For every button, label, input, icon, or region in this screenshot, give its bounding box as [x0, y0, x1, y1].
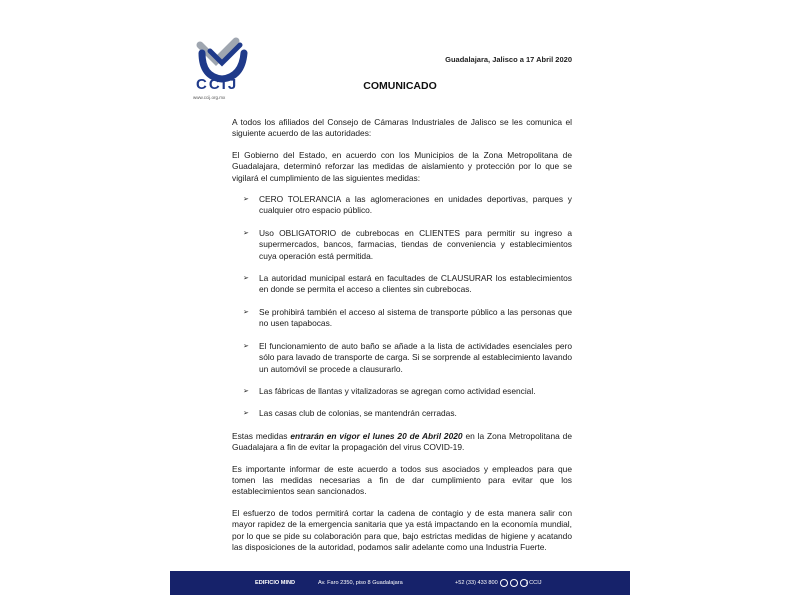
- effective-date-emphasis: entrarán en vigor el lunes 20 de Abril 2020: [290, 430, 463, 441]
- arrow-bullet-icon: ➢: [243, 275, 249, 283]
- letter-date: Guadalajara, Jalisco a 17 Abril 2020: [445, 55, 572, 64]
- intro-paragraph: A todos los afiliados del Consejo de Cámaras Industriales de Jalisco se les comunica el siguiente acuerdo de las autoridades:: [232, 117, 572, 139]
- list-item: [232, 228, 572, 262]
- inform-paragraph: Es importante informar de este acuerdo a todos sus asociados y empleados para que tomen las medidas necesarias a fin de dar cumplimiento para evitar que los establecimientos sean sancionados.: [232, 463, 572, 497]
- letter-body: [232, 117, 572, 563]
- list-item-text: Las casas club de colonias, se mantendrán cerradas.: [259, 408, 457, 419]
- arrow-bullet-icon: ➢: [243, 387, 249, 395]
- list-item-text: Se prohibirá también el acceso al sistema de transporte público a las personas que no usen tapabocas.: [259, 306, 572, 329]
- social-icons: [500, 579, 528, 587]
- list-item-text: Uso OBLIGATORIO de cubrebocas en CLIENTES para permitir su ingreso a supermercados, bancos, farmacias, tiendas de conveniencia y establecimientos cuya operación está permitida.: [259, 227, 572, 261]
- measures-list: [232, 194, 572, 420]
- logo-text: CCIJ: [196, 76, 239, 93]
- twitter-icon: [510, 579, 518, 587]
- list-item: [232, 386, 572, 397]
- logo-url: www.ccij.org.mx: [193, 95, 226, 100]
- footer-handle: / CCIJ: [526, 580, 542, 586]
- measures-intro-paragraph: El Gobierno del Estado, en acuerdo con los Municipios de la Zona Metropolitana de Guadalajara, determinó reforzar las medidas de aislamiento y protección por lo que se vigilará el cumplimiento de las siguientes medidas:: [232, 149, 572, 183]
- footer-address: Av. Faro 2350, piso 8 Guadalajara: [318, 580, 403, 586]
- footer-phone: +52 (33) 433 800: [455, 580, 498, 586]
- facebook-icon: [500, 579, 508, 587]
- list-item: [232, 307, 572, 330]
- arrow-bullet-icon: ➢: [243, 342, 249, 350]
- list-item-text: CERO TOLERANCIA a las aglomeraciones en unidades deportivas, parques y cualquier otro espacio público.: [259, 194, 572, 216]
- footer-building: EDIFICIO MIND: [255, 580, 296, 586]
- list-item: [232, 408, 572, 419]
- list-item-text: El funcionamiento de auto baño se añade a la lista de actividades esenciales pero sólo para lavado de transporte de carga. Si se sorprende al establecimiento lavando un automóvil se procede a clausurarlo.: [259, 340, 572, 374]
- list-item-text: Las fábricas de llantas y vitalizadoras se agregan como actividad esencial.: [259, 385, 536, 396]
- list-item: [232, 194, 572, 217]
- closing-paragraph: El esfuerzo de todos permitirá cortar la cadena de contagio y de esta manera salir con mayor rapidez de la emergencia sanitaria que ya está impactando en la economía mundial, por lo que se pide su colaboración para que, bajo estrictas medidas de higiene y acatando las disposiciones de la autoridad, podamos salir adelante como una Industria Fuerte.: [232, 507, 572, 552]
- list-item-text: La autoridad municipal estará en facultades de CLAUSURAR los establecimientos en donde se permita el acceso a clientes sin cubrebocas.: [259, 273, 572, 295]
- arrow-bullet-icon: ➢: [243, 196, 249, 204]
- effective-suffix: en la Zona Metropolitana de Guadalajara a fin de evitar la propagación del virus COVID-19.: [232, 430, 572, 453]
- list-item: [232, 273, 572, 296]
- arrow-bullet-icon: ➢: [243, 229, 249, 237]
- effective-date-paragraph: [232, 431, 572, 454]
- footer-bar: [170, 571, 630, 595]
- list-item: [232, 341, 572, 375]
- effective-prefix: Estas medidas: [232, 430, 291, 441]
- page-title: COMUNICADO: [363, 80, 437, 92]
- arrow-bullet-icon: ➢: [243, 308, 249, 316]
- arrow-bullet-icon: ➢: [243, 410, 249, 418]
